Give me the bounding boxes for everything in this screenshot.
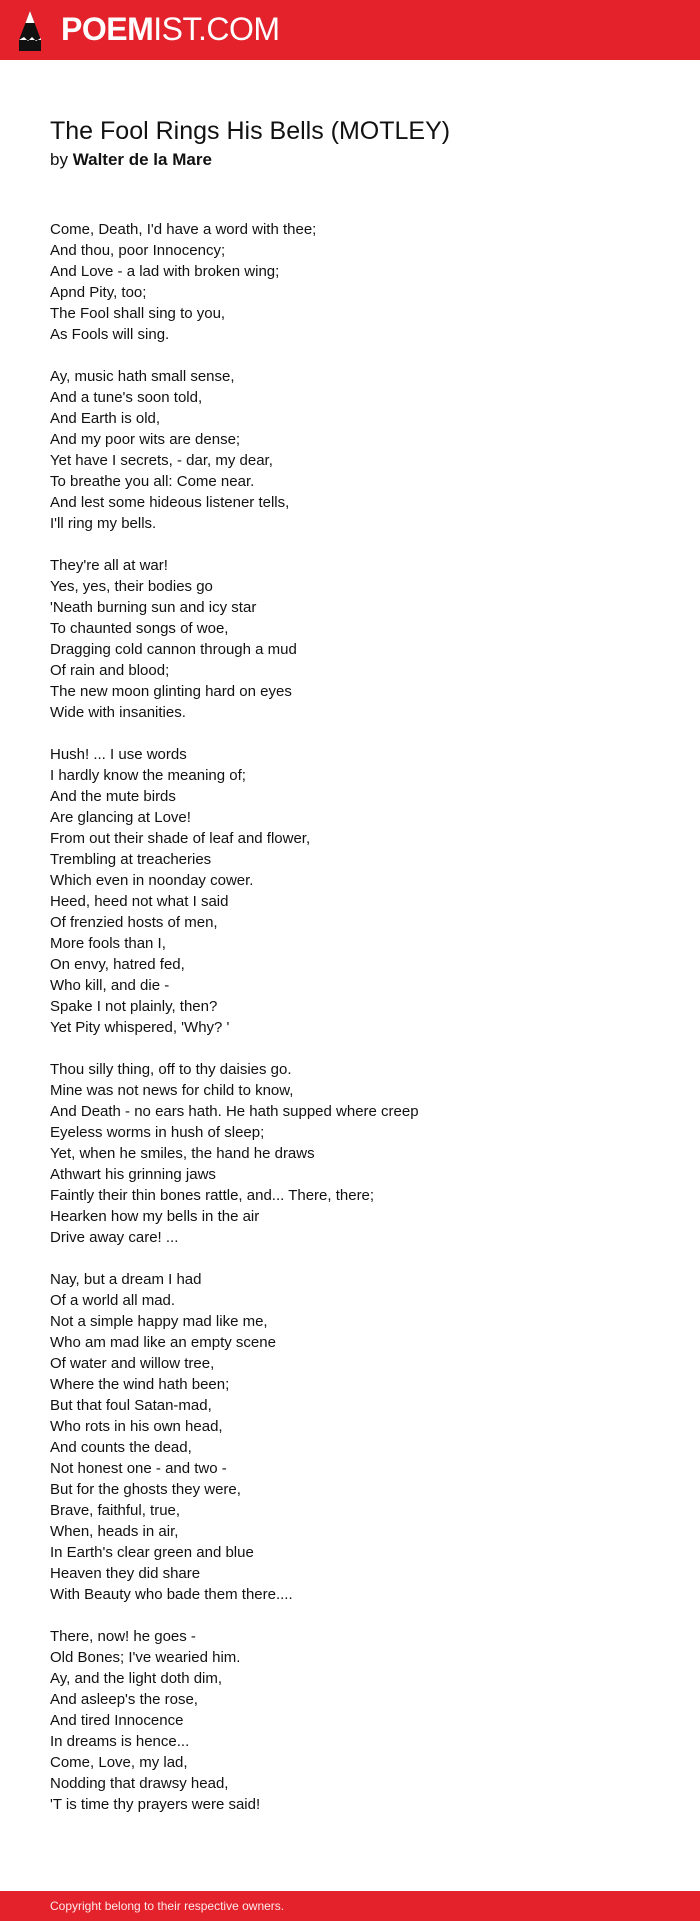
poem-line: Yet, when he smiles, the hand he draws	[50, 1145, 315, 1162]
poem-line: As Fools will sing.	[50, 326, 170, 343]
poem-line: From out their shade of leaf and flower,	[50, 830, 311, 847]
poem-line: Spake I not plainly, then?	[50, 998, 218, 1015]
poem-line: Old Bones; I've wearied him.	[50, 1649, 241, 1666]
site-header	[0, 0, 700, 60]
poem-line: Which even in noonday cower.	[50, 872, 254, 889]
poem-line: Heed, heed not what I said	[50, 893, 229, 910]
poem-line: Of frenzied hosts of men,	[50, 914, 218, 931]
footer-copyright: Copyright belong to their respective owners.	[50, 1899, 285, 1913]
poem-line: And lest some hideous listener tells,	[50, 494, 290, 511]
poem-line: Trembling at treacheries	[50, 851, 212, 868]
site-logo-link[interactable]	[61, 11, 280, 47]
poem-line: But that foul Satan-mad,	[50, 1397, 212, 1414]
poem-line: 'Neath burning sun and icy star	[50, 599, 257, 616]
poem-stanza	[50, 219, 650, 345]
poem-stanza	[50, 1626, 650, 1815]
poem-line: Of water and willow tree,	[50, 1355, 215, 1372]
poem-line: Ay, and the light doth dim,	[50, 1670, 223, 1687]
poem-line: To chaunted songs of woe,	[50, 620, 229, 637]
poem-line: Nodding that drawsy head,	[50, 1775, 229, 1792]
poem-line: Come, Love, my lad,	[50, 1754, 188, 1771]
poem-line: And Death - no ears hath. He hath supped where creep	[50, 1103, 419, 1120]
poem-line: The new moon glinting hard on eyes	[50, 683, 292, 700]
pencil-tip-icon	[18, 10, 42, 52]
poem-line: Who am mad like an empty scene	[50, 1334, 276, 1351]
poem-line: The Fool shall sing to you,	[50, 305, 226, 322]
poem-line: Heaven they did share	[50, 1565, 201, 1582]
poem-line: 'T is time thy prayers were said!	[50, 1796, 261, 1813]
logo-bold-text: POEM	[61, 11, 154, 47]
poem-line: They're all at war!	[50, 557, 168, 574]
poem-line: There, now! he goes -	[50, 1628, 196, 1645]
poem-line: Who rots in his own head,	[50, 1418, 223, 1435]
poem-title: The Fool Rings His Bells (MOTLEY)	[50, 117, 451, 145]
poem-stanza	[50, 1059, 650, 1248]
poem-line: Come, Death, I'd have a word with thee;	[50, 221, 317, 238]
poem-line: Drive away care! ...	[50, 1229, 179, 1246]
poem-line: To breathe you all: Come near.	[50, 473, 255, 490]
poem-line: I'll ring my bells.	[50, 515, 157, 532]
site-footer	[0, 1891, 700, 1921]
poem-stanza	[50, 555, 650, 723]
poem-stanza	[50, 366, 650, 534]
poem-line: Where the wind hath been;	[50, 1376, 230, 1393]
poem-line: When, heads in air,	[50, 1523, 179, 1540]
poem-line: Not a simple happy mad like me,	[50, 1313, 268, 1330]
poem-line: Yet have I secrets, - dar, my dear,	[50, 452, 273, 469]
poem-line: Faintly their thin bones rattle, and... There, there;	[50, 1187, 375, 1204]
poem-line: Brave, faithful, true,	[50, 1502, 181, 1519]
logo-light-text: IST.COM	[153, 11, 280, 47]
poem-line: With Beauty who bade them there....	[50, 1586, 293, 1603]
poem-line: More fools than I,	[50, 935, 166, 952]
poem-line: Thou silly thing, off to thy daisies go.	[50, 1061, 292, 1078]
poem-line: Eyeless worms in hush of sleep;	[50, 1124, 265, 1141]
poem-line: And counts the dead,	[50, 1439, 192, 1456]
poem-line: And Love - a lad with broken wing;	[50, 263, 280, 280]
poem-line: And the mute birds	[50, 788, 176, 805]
poem-content	[50, 115, 650, 1836]
poem-line: Yet Pity whispered, 'Why? '	[50, 1019, 230, 1036]
poem-line: Hearken how my bells in the air	[50, 1208, 260, 1225]
poem-line: Not honest one - and two -	[50, 1460, 227, 1477]
poem-line: On envy, hatred fed,	[50, 956, 185, 973]
poem-stanza	[50, 1269, 650, 1605]
poem-line: And tired Innocence	[50, 1712, 184, 1729]
poem-line: And thou, poor Innocency;	[50, 242, 226, 259]
poem-line: And a tune's soon told,	[50, 389, 203, 406]
poem-line: In dreams is hence...	[50, 1733, 190, 1750]
poem-line: And Earth is old,	[50, 410, 161, 427]
poem-line: I hardly know the meaning of;	[50, 767, 246, 784]
poem-line: Nay, but a dream I had	[50, 1271, 202, 1288]
poem-line: Of a world all mad.	[50, 1292, 176, 1309]
poem-line: Apnd Pity, too;	[50, 284, 147, 301]
poem-line: And my poor wits are dense;	[50, 431, 241, 448]
poem-line: Athwart his grinning jaws	[50, 1166, 216, 1183]
poem-line: Are glancing at Love!	[50, 809, 191, 826]
poem-line: Hush! ... I use words	[50, 746, 187, 763]
poem-line: Wide with insanities.	[50, 704, 186, 721]
poem-line: Who kill, and die -	[50, 977, 170, 994]
poem-line: Mine was not news for child to know,	[50, 1082, 294, 1099]
poem-byline	[50, 149, 650, 171]
poem-line: But for the ghosts they were,	[50, 1481, 241, 1498]
poem-line: Dragging cold cannon through a mud	[50, 641, 297, 658]
poem-line: In Earth's clear green and blue	[50, 1544, 254, 1561]
poem-line: Of rain and blood;	[50, 662, 170, 679]
poem-line: Yes, yes, their bodies go	[50, 578, 213, 595]
poem-line: And asleep's the rose,	[50, 1691, 198, 1708]
poem-body	[50, 219, 650, 1815]
poem-line: Ay, music hath small sense,	[50, 368, 235, 385]
poem-author: Walter de la Mare	[72, 150, 212, 169]
byline-prefix: by	[50, 150, 68, 169]
poem-stanza	[50, 744, 650, 1038]
